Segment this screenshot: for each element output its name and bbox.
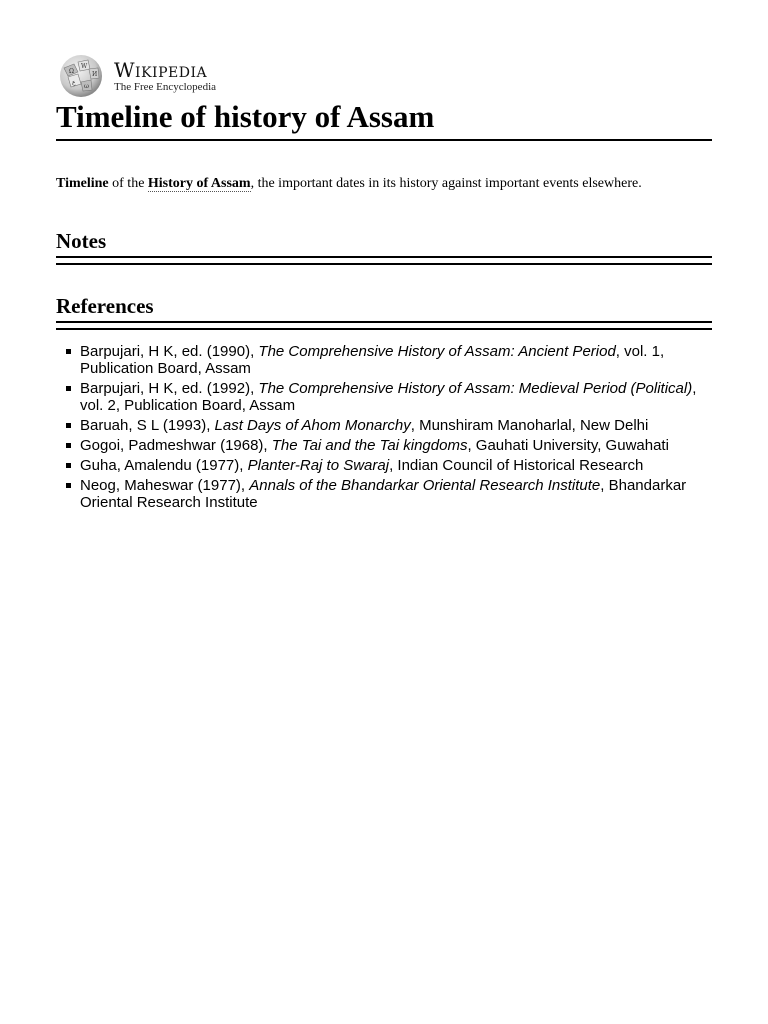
lede-bold-term: Timeline [56,176,109,191]
lede-text: of the [108,176,148,191]
svg-text:ع: ع [72,79,76,86]
reference-item [56,417,712,434]
reference-publisher: , Indian Council of Historical Research [389,457,644,474]
bullet-icon [66,386,71,391]
reference-title: Planter-Raj to Swaraj [247,457,390,474]
site-logo[interactable] [56,54,712,98]
page-title: Timeline of history of Assam [56,99,712,141]
reference-title: Annals of the Bhandarkar Oriental Research Institute [249,477,601,494]
svg-text:W: W [81,63,88,70]
article-page [56,54,712,514]
reference-item [56,457,712,474]
section-heading-references: References [56,294,712,323]
reference-publisher: , Munshiram Manoharlal, New Delhi [410,417,649,434]
reference-title: The Comprehensive History of Assam: Medieval Period (Political) [258,380,693,397]
reference-author: Baruah, S L (1993), [80,417,215,434]
reference-author: Neog, Maheswar (1977), [80,477,250,494]
history-of-assam-link[interactable]: History of Assam [147,176,251,191]
references-list [56,343,712,511]
wikipedia-globe-icon [56,54,106,98]
svg-text:И: И [92,71,98,78]
bullet-icon [66,349,71,354]
reference-author: Gogoi, Padmeshwar (1968), [80,437,272,454]
bullet-icon [66,483,71,488]
reference-item [56,343,712,377]
bullet-icon [66,463,71,468]
reference-item [56,380,712,414]
wordmark-title: Wikipedia [114,57,208,82]
reference-publisher: , Bhandarkar Oriental Research Institute [80,477,687,511]
bullet-icon [66,423,71,428]
reference-title: Last Days of Ahom Monarchy [214,417,411,434]
bullet-icon [66,443,71,448]
reference-item [56,437,712,454]
reference-author: Guha, Amalendu (1977), [80,457,248,474]
reference-publisher: , vol. 2, Publication Board, Assam [80,380,697,414]
reference-author: Barpujari, H K, ed. (1990), [80,343,259,360]
reference-publisher: , Gauhati University, Guwahati [467,437,669,454]
reference-item [56,477,712,511]
svg-text:Ω: Ω [69,68,74,75]
wordmark-tagline: The Free Encyclopedia [114,80,217,93]
lede-text: , the important dates in its history against important events elsewhere. [250,176,642,191]
reference-title: The Comprehensive History of Assam: Ancient Period [258,343,616,360]
section-heading-notes: Notes [56,229,712,258]
wordmark [114,57,217,93]
reference-title: The Tai and the Tai kingdoms [271,437,468,454]
svg-text:ω: ω [84,83,89,90]
reference-author: Barpujari, H K, ed. (1992), [80,380,259,397]
reference-publisher: , vol. 1, Publication Board, Assam [80,343,665,377]
lede-paragraph [56,175,712,193]
